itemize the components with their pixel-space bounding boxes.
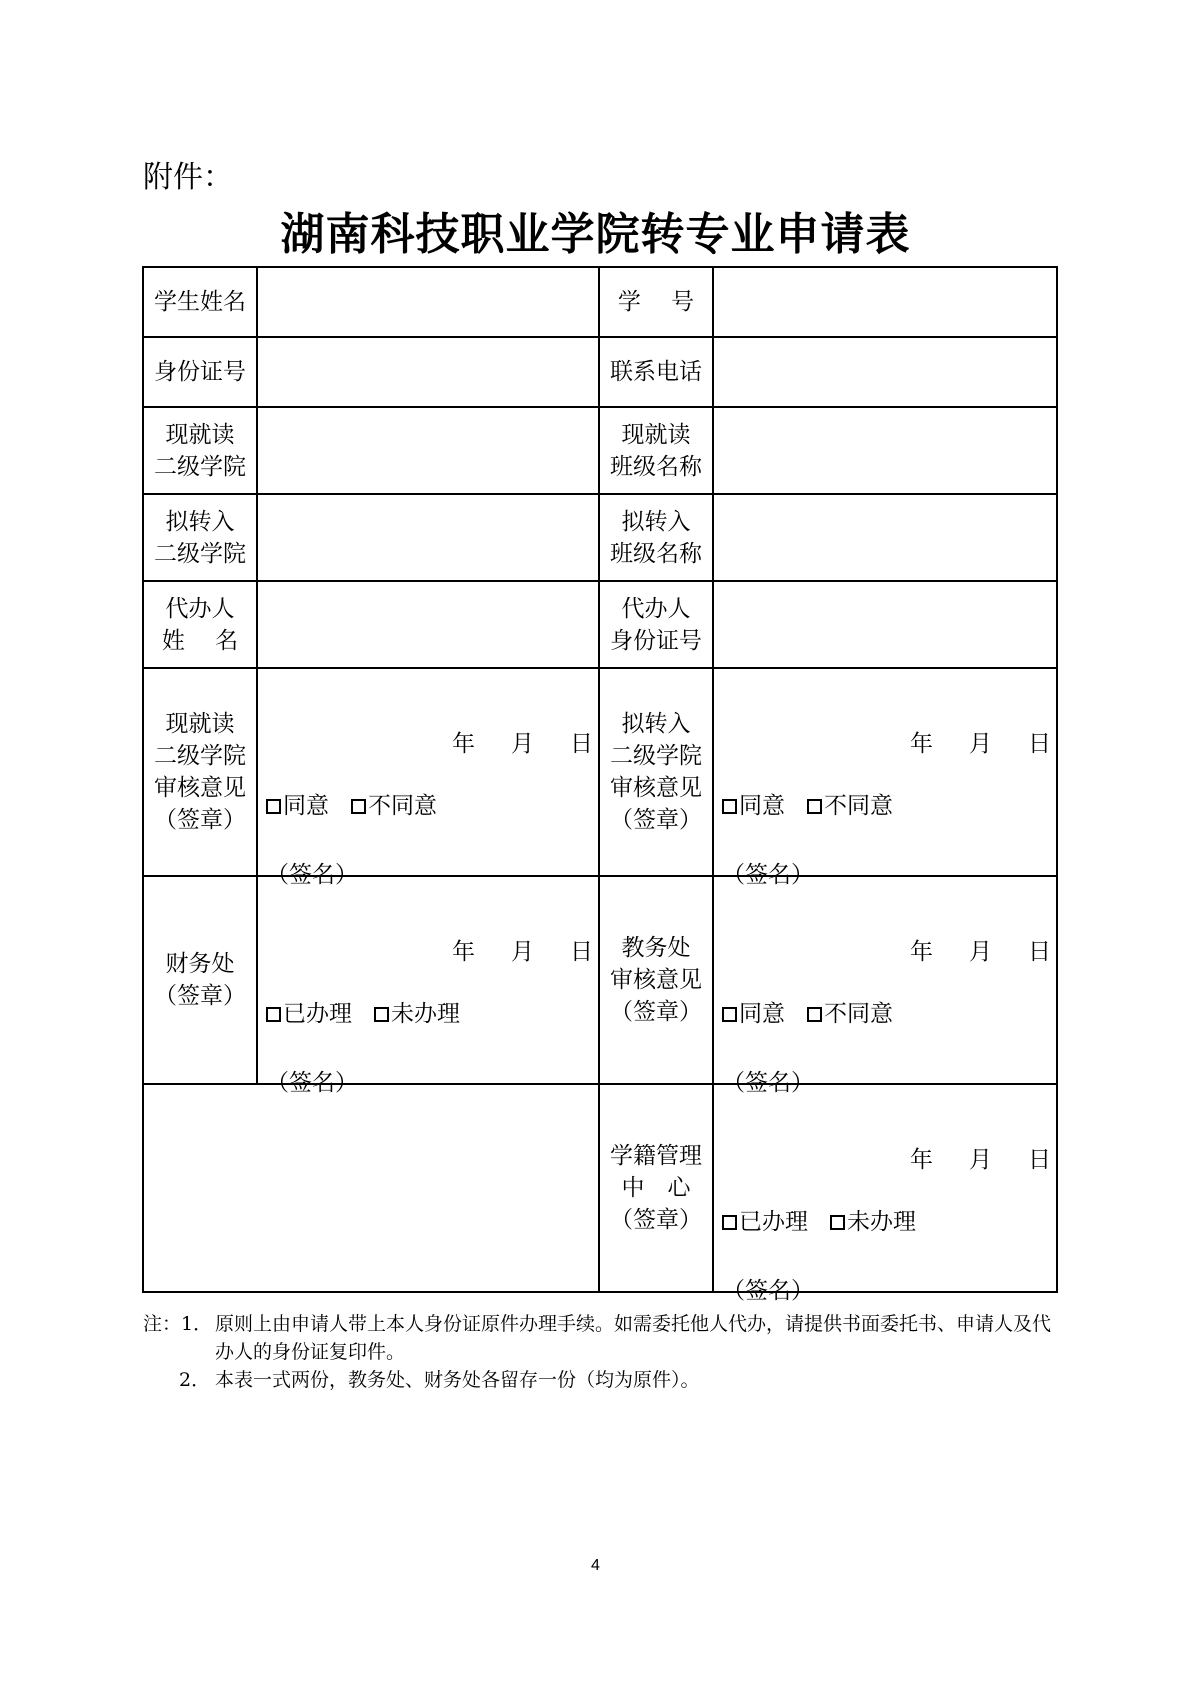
note-item-2: 2． 本表一式两份，教务处、财务处各留存一份（均为原件）。: [179, 1369, 700, 1391]
agree-checkbox[interactable]: 同意: [722, 793, 785, 819]
date-line: 年 月 日: [452, 731, 593, 757]
attachment-label: 附件：: [143, 160, 233, 195]
phone-field[interactable]: [713, 337, 1057, 407]
id-card-label: 身份证号: [143, 337, 257, 407]
blank-cell: [143, 1084, 599, 1292]
date-line: 年 月 日: [910, 1147, 1051, 1173]
note-item-1: 注：1． 原则上由申请人带上本人身份证原件办理手续。如需委托他人代办，请提供书面委托书、申请人及代办人的身份证复印件。: [143, 1313, 1052, 1363]
disagree-checkbox[interactable]: 不同意: [351, 793, 437, 819]
target-class-label: 拟转入 班级名称: [599, 494, 713, 581]
current-review-label: 现就读 二级学院 审核意见 （签章）: [143, 668, 257, 876]
current-college-field[interactable]: [257, 407, 599, 494]
id-card-field[interactable]: [257, 337, 599, 407]
finance-label: 财务处 （签章）: [143, 876, 257, 1084]
student-name-field[interactable]: [257, 267, 599, 337]
date-line: 年 月 日: [452, 939, 593, 965]
target-review-label: 拟转入 二级学院 审核意见 （签章）: [599, 668, 713, 876]
disagree-checkbox[interactable]: 不同意: [807, 1001, 893, 1027]
agent-name-label: 代办人 姓 名: [143, 581, 257, 668]
target-college-label: 拟转入 二级学院: [143, 494, 257, 581]
academic-affairs-label: 教务处 审核意见 （签章）: [599, 876, 713, 1084]
not-done-checkbox[interactable]: 未办理: [374, 1001, 460, 1027]
agree-checkbox[interactable]: 同意: [722, 1001, 785, 1027]
target-review-cell: [713, 668, 1057, 888]
done-checkbox[interactable]: 已办理: [722, 1209, 808, 1235]
not-done-checkbox[interactable]: 未办理: [830, 1209, 916, 1235]
signature-label: （签名）: [722, 862, 814, 888]
academic-affairs-cell: [713, 876, 1057, 1096]
current-class-field[interactable]: [713, 407, 1057, 494]
current-review-cell: [257, 668, 599, 888]
student-name-label: 学生姓名: [143, 267, 257, 337]
date-line: 年 月 日: [910, 731, 1051, 757]
phone-label: 联系电话: [599, 337, 713, 407]
agent-id-field[interactable]: [713, 581, 1057, 668]
target-class-field[interactable]: [713, 494, 1057, 581]
finance-cell: [257, 876, 599, 1096]
agent-id-label: 代办人 身份证号: [599, 581, 713, 668]
done-checkbox[interactable]: 已办理: [266, 1001, 352, 1027]
target-college-field[interactable]: [257, 494, 599, 581]
signature-label: （签名）: [722, 1070, 814, 1096]
transfer-application-form: [142, 266, 1058, 1304]
signature-label: （签名）: [722, 1278, 814, 1304]
signature-label: （签名）: [266, 1070, 358, 1096]
agree-checkbox[interactable]: 同意: [266, 793, 329, 819]
current-class-label: 现就读 班级名称: [599, 407, 713, 494]
notes-section: [143, 1310, 1063, 1394]
form-title: 湖南科技职业学院转专业申请表: [280, 209, 911, 260]
student-id-field[interactable]: [713, 267, 1057, 337]
signature-label: （签名）: [266, 862, 358, 888]
agent-name-field[interactable]: [257, 581, 599, 668]
registry-label: 学籍管理 中 心 （签章）: [599, 1084, 713, 1292]
registry-cell: [713, 1084, 1057, 1304]
date-line: 年 月 日: [910, 939, 1051, 965]
student-id-label: 学 号: [599, 267, 713, 337]
page-number: 4: [591, 1557, 600, 1574]
disagree-checkbox[interactable]: 不同意: [807, 793, 893, 819]
current-college-label: 现就读 二级学院: [143, 407, 257, 494]
